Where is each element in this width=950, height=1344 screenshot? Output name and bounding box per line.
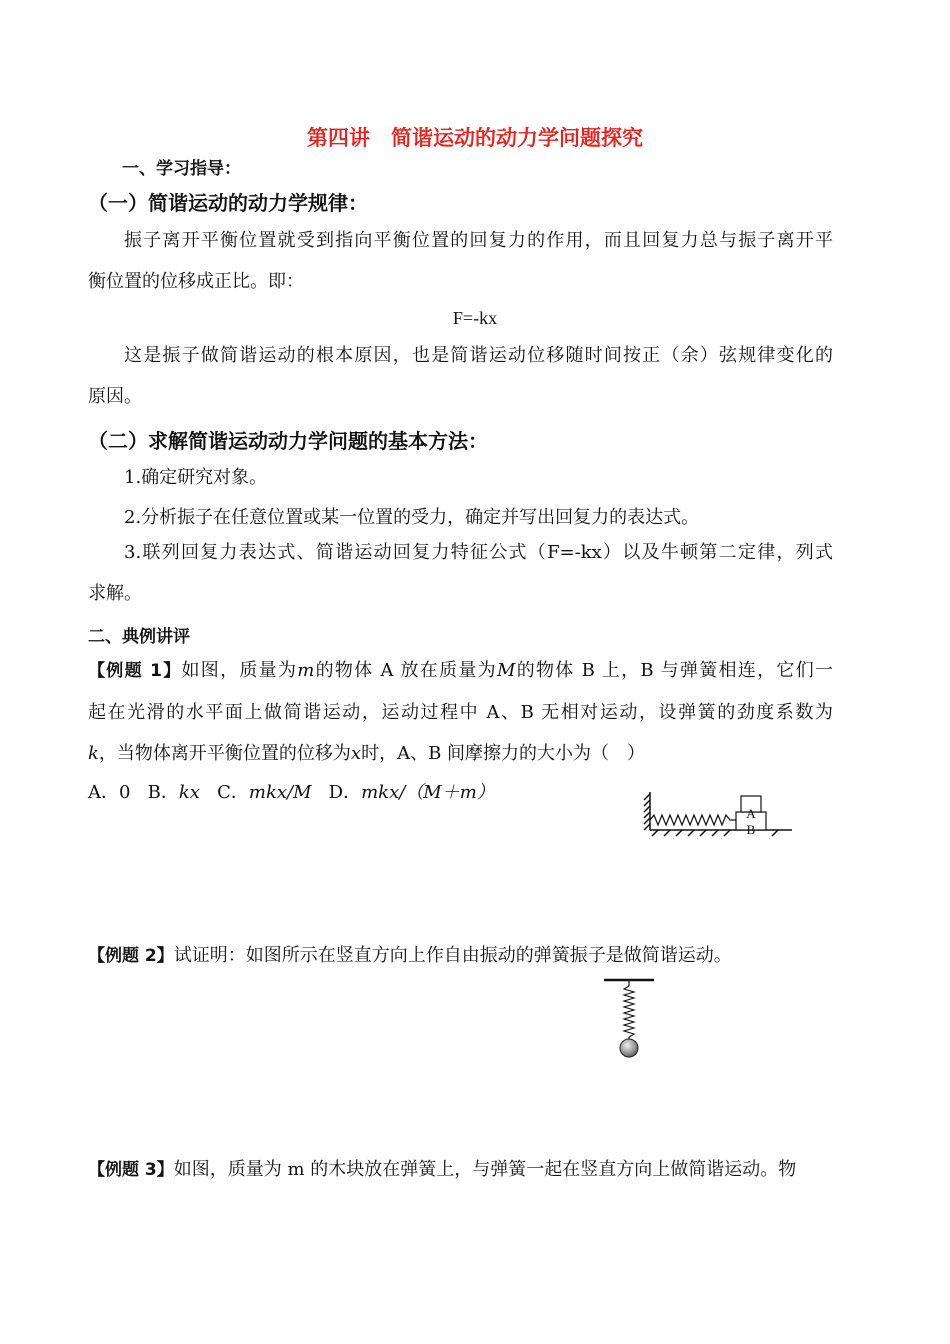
block-b-label: B bbox=[746, 822, 756, 837]
var-x: x bbox=[350, 743, 362, 764]
subsection2-heading: （二）求解简谐运动动力学问题的基本方法： bbox=[88, 429, 488, 453]
var-M: M bbox=[496, 660, 516, 681]
option-label: A． bbox=[88, 782, 119, 803]
example3-body: 如图，质量为 m 的木块放在弹簧上，与弹簧一起在竖直方向上做简谐运动。物 bbox=[173, 1159, 797, 1180]
text-run: 时，A、B 间摩擦力的大小为（ ） bbox=[361, 743, 646, 764]
var-k: k bbox=[88, 743, 99, 764]
formula: F=-kx bbox=[452, 308, 498, 328]
figure-vertical-spring bbox=[598, 972, 658, 1064]
ground-icon bbox=[650, 830, 792, 836]
example1-text bbox=[88, 650, 833, 774]
example2-body: 试证明：如图所示在竖直方向上作自由振动的弹簧振子是做简谐运动。 bbox=[173, 945, 732, 966]
spring-icon bbox=[624, 986, 634, 1040]
paragraph-restoring-force bbox=[88, 220, 833, 302]
example3-text bbox=[88, 1155, 796, 1181]
page-title: 第四讲 简谐运动的动力学问题探究 bbox=[307, 126, 643, 150]
example1-line-1 bbox=[88, 650, 833, 692]
method-step-1: 1.确定研究对象。 bbox=[124, 467, 268, 488]
method-step-3 bbox=[88, 532, 833, 614]
example1-options bbox=[88, 778, 495, 804]
subsection1-heading: （一）简谐运动的动力学规律： bbox=[88, 191, 368, 215]
paragraph-cause bbox=[88, 335, 833, 417]
option-d bbox=[329, 782, 495, 803]
option-label: C． bbox=[217, 782, 249, 803]
example3-label: 【例题 3】 bbox=[88, 1160, 174, 1180]
method-step-2: 2.分析振子在任意位置或某一位置的受力，确定并写出回复力的表达式。 bbox=[124, 507, 700, 528]
option-value: mkx/ bbox=[361, 782, 406, 803]
option-label: D． bbox=[328, 782, 362, 803]
option-value: mkx/M bbox=[248, 782, 312, 803]
option-value: kx bbox=[178, 782, 200, 803]
example2-label: 【例题 2】 bbox=[88, 946, 174, 966]
text-run: 如图，质量为 bbox=[181, 660, 298, 681]
paragraph-line: 衡位置的位移成正比。即： bbox=[88, 271, 304, 292]
section1-heading: 一、学习指导： bbox=[122, 159, 241, 179]
paragraph-line: 原因。 bbox=[88, 386, 142, 407]
figure-horizontal-spring bbox=[640, 788, 800, 844]
option-value-tail: （M＋m） bbox=[405, 782, 495, 803]
var-m: m bbox=[297, 660, 315, 681]
ball-icon bbox=[620, 1039, 638, 1057]
paragraph-line: 振子离开平衡位置就受到指向平衡位置的回复力的作用，而且回复力总与振子离开平 bbox=[124, 230, 833, 251]
spring-icon bbox=[650, 815, 736, 825]
example1-line-2: 起在光滑的水平面上做简谐运动，运动过程中 A、B 无相对运动，设弹簧的劲度系数为 bbox=[88, 702, 833, 723]
option-a bbox=[88, 782, 130, 803]
option-c bbox=[217, 782, 311, 803]
option-value: 0 bbox=[119, 782, 131, 803]
example2-text bbox=[88, 941, 732, 967]
paragraph-line: 这是振子做简谐运动的根本原因，也是简谐运动位移随时间按正（余）弦规律变化的 bbox=[124, 345, 833, 366]
text-run: 的物体 A 放在质量为 bbox=[314, 660, 497, 681]
text-run: 的物体 B 上，B 与弹簧相连，它们一 bbox=[515, 660, 833, 681]
option-label: B． bbox=[147, 782, 179, 803]
wall-icon bbox=[644, 792, 650, 830]
section2-heading: 二、典例讲评 bbox=[88, 627, 190, 647]
paragraph-line: 求解。 bbox=[88, 583, 142, 604]
example1-line-3 bbox=[88, 733, 833, 774]
text-run: ，当物体离开平衡位置的位移为 bbox=[98, 743, 351, 764]
option-b bbox=[148, 782, 200, 803]
block-a-label: A bbox=[746, 806, 756, 821]
example1-label: 【例题 1】 bbox=[88, 661, 182, 681]
paragraph-line: 3.联列回复力表达式、简谐运动回复力特征公式（F=-kx）以及牛顿第二定律，列式 bbox=[124, 542, 833, 563]
